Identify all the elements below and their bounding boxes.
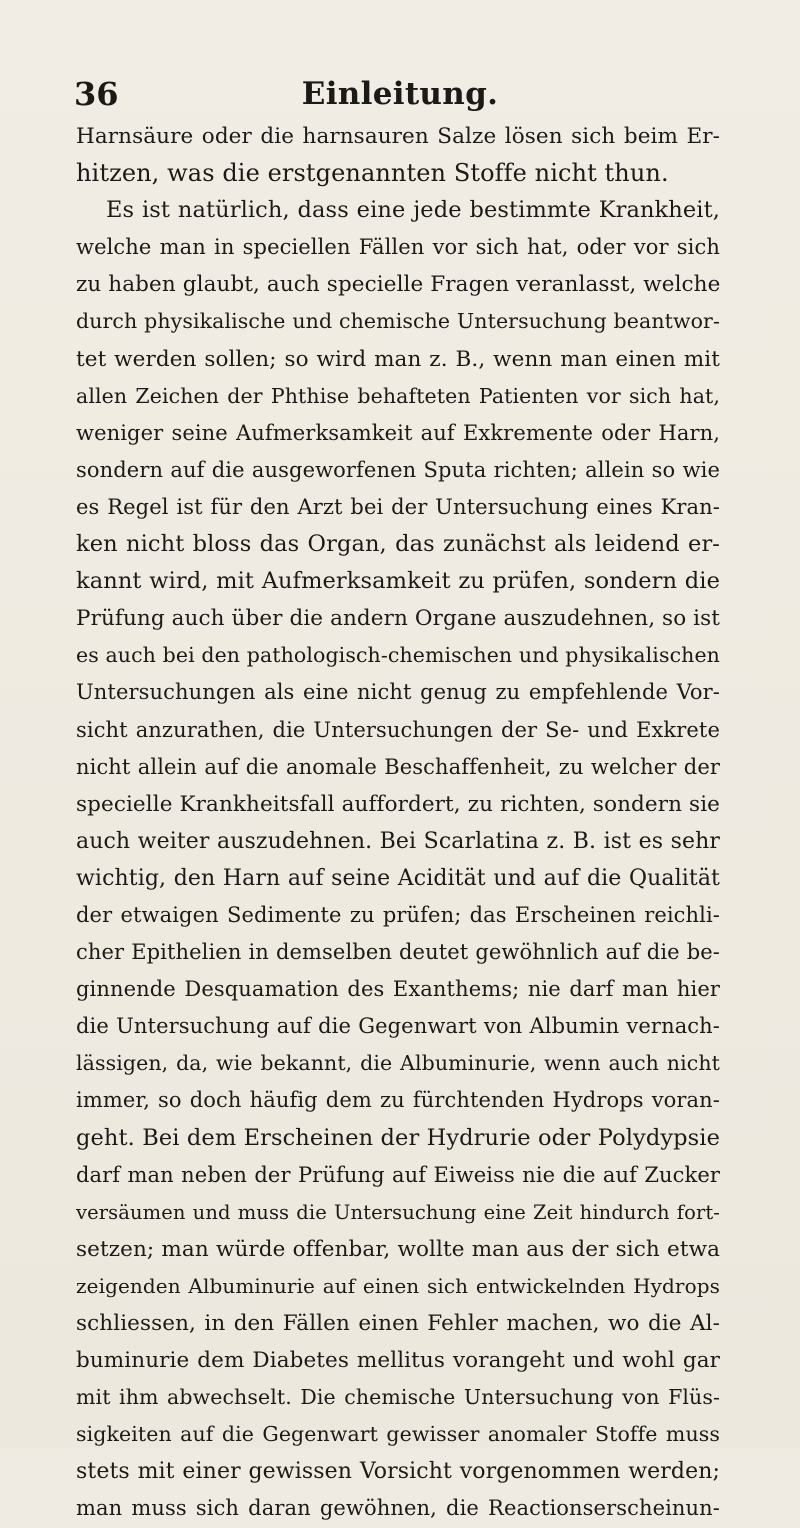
text-line: versäumen und muss die Untersuchung eine Zeit hindurch fort- [76, 1200, 720, 1224]
page-header [74, 74, 726, 114]
text-line: weniger seine Aufmerksamkeit auf Exkremente oder Harn, [76, 420, 720, 445]
body-text [76, 118, 720, 1528]
text-line: durch physikalische und chemische Untersuchung beantwor- [76, 309, 720, 334]
text-line: auch weiter auszudehnen. Bei Scarlatina z. B. ist es sehr [76, 828, 720, 854]
text-line: hitzen, was die erstgenannten Stoffe nicht thun. [76, 159, 669, 188]
text-line: mit ihm abwechselt. Die chemische Untersuchung von Flüs- [76, 1385, 720, 1410]
text-line: geht. Bei dem Erscheinen der Hydrurie oder Polydypsie [76, 1124, 720, 1151]
text-line: tet werden sollen; so wird man z. B., wenn man einen mit [76, 346, 720, 372]
text-line: stets mit einer gewissen Vorsicht vorgenommen werden; [76, 1459, 720, 1485]
text-line: ken nicht bloss das Organ, das zunächst als leidend er- [76, 531, 720, 558]
text-line: buminurie dem Diabetes mellitus vorangeht und wohl gar [76, 1348, 720, 1374]
text-line: man muss sich daran gewöhnen, die Reactionserscheinun- [76, 1496, 720, 1521]
text-line: Untersuchungen als eine nicht genug zu empfehlende Vor- [76, 680, 720, 705]
text-line: specielle Krankheitsfall auffordert, zu richten, sondern sie [76, 791, 720, 817]
text-line: darf man neben der Prüfung auf Eiweiss nie die auf Zucker [76, 1162, 720, 1187]
text-line: der etwaigen Sedimente zu prüfen; das Erscheinen reichli- [76, 902, 720, 927]
text-line: setzen; man würde offenbar, wollte man aus der sich etwa [76, 1236, 720, 1262]
text-line: kannt wird, mit Aufmerksamkeit zu prüfen, sondern die [76, 568, 720, 595]
text-line: die Untersuchung auf die Gegenwart von Albumin vernach- [76, 1014, 720, 1039]
text-line: cher Epithelien in demselben deutet gewöhnlich auf die be- [76, 940, 720, 965]
text-line: es auch bei den pathologisch-chemischen und physikalischen [76, 643, 720, 668]
text-line: zu haben glaubt, auch specielle Fragen veranlasst, welche [76, 272, 721, 298]
text-line: es Regel ist für den Arzt bei der Untersuchung eines Kran- [76, 494, 720, 519]
text-line: Es ist natürlich, dass eine jede bestimmte Krankheit, [106, 197, 720, 224]
text-line: lässigen, da, wie bekannt, die Albuminurie, wenn auch nicht [76, 1051, 720, 1076]
text-line: sigkeiten auf die Gegenwart gewisser anomaler Stoffe muss [76, 1422, 720, 1447]
text-line: ginnende Desquamation des Exanthems; nie darf man hier [76, 977, 720, 1002]
text-line: Harnsäure oder die harnsauren Salze lösen sich beim Er- [76, 124, 720, 149]
text-line: zeigenden Albuminurie auf einen sich entwickelnden Hydrops [76, 1273, 720, 1298]
text-line: wichtig, den Harn auf seine Acidität und auf die Qualität [76, 865, 720, 891]
text-line: immer, so doch häufig dem zu fürchtenden Hydrops voran- [76, 1088, 720, 1113]
text-line: Prüfung auch über die andern Organe auszudehnen, so ist [76, 606, 721, 632]
text-line: welche man in speciellen Fällen vor sich hat, oder vor sich [76, 235, 720, 260]
text-line: sicht anzurathen, die Untersuchungen der Se- und Exkrete [76, 717, 720, 742]
text-line: sondern auf die ausgeworfenen Sputa richten; allein so wie [76, 457, 720, 482]
page-number: 36 [74, 75, 119, 113]
running-head: Einleitung. [301, 76, 499, 112]
text-line: allen Zeichen der Phthise behafteten Patienten vor sich hat, [76, 383, 720, 408]
text-line: nicht allein auf die anomale Beschaffenheit, zu welcher der [76, 754, 720, 779]
text-line: schliessen, in den Fällen einen Fehler machen, wo die Al- [76, 1311, 720, 1336]
